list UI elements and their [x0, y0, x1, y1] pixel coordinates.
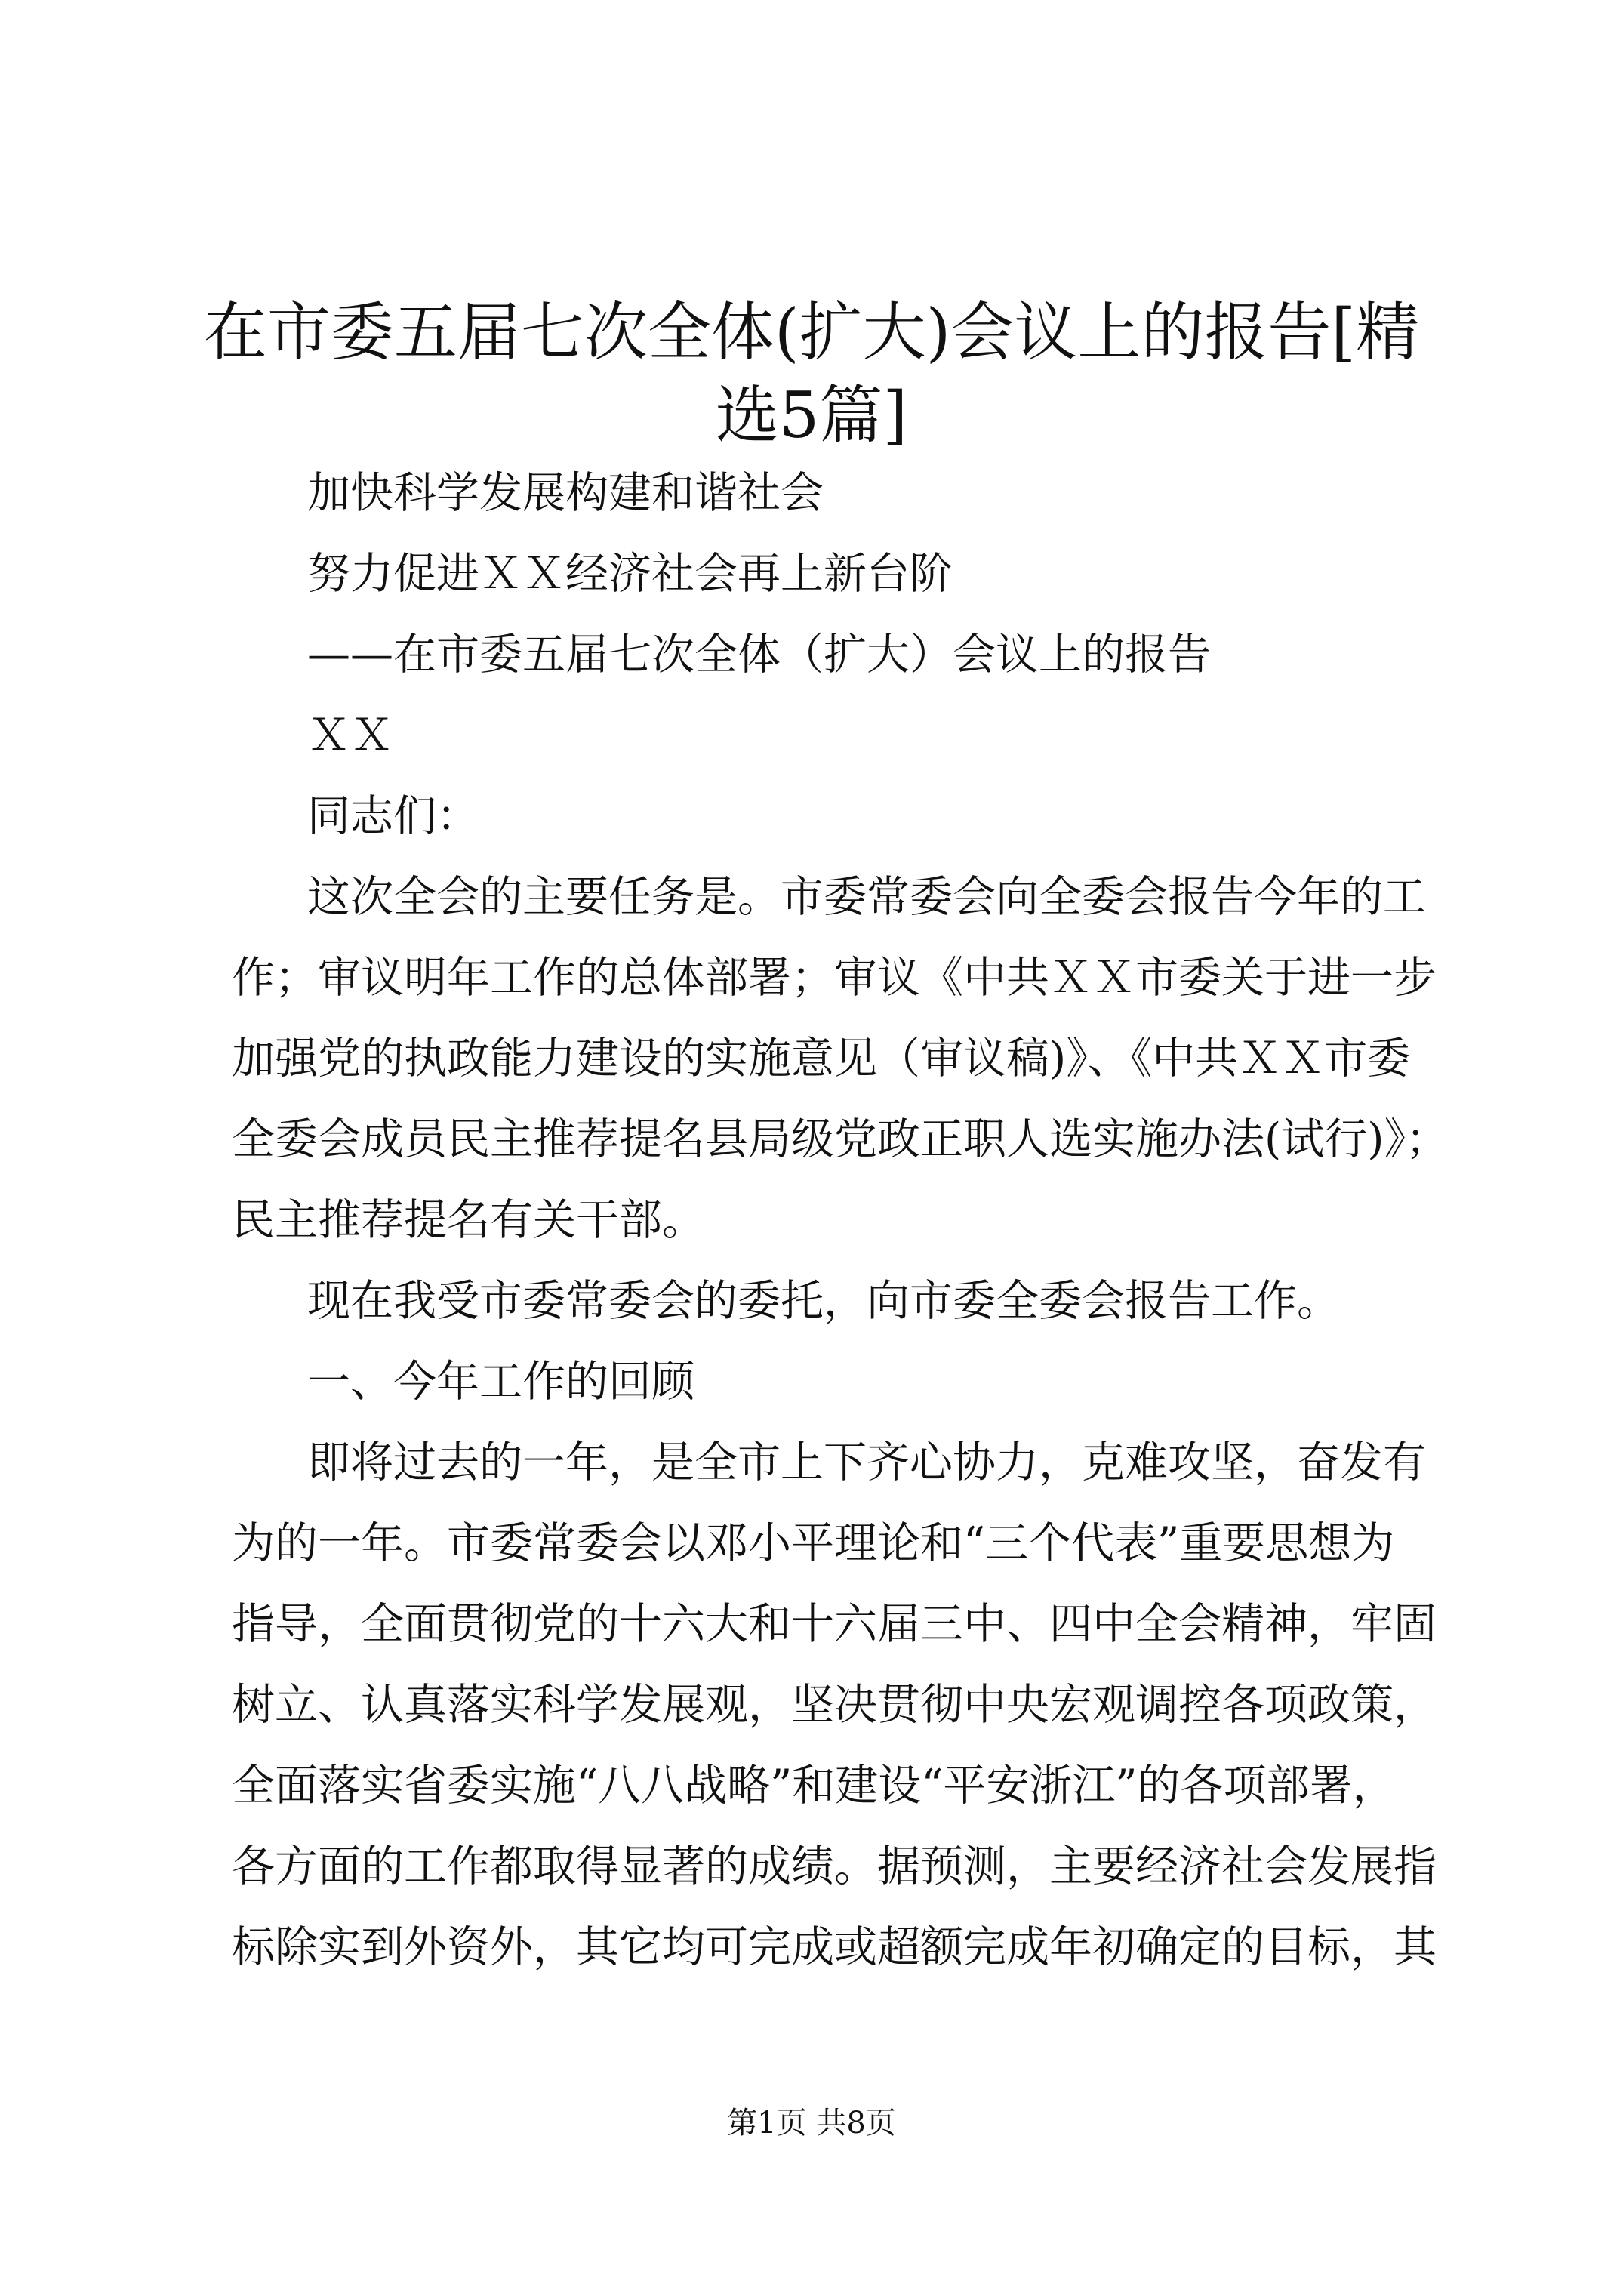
body-line: ＸＸ	[307, 710, 393, 760]
body-line: 民主推荐提名有关干部。	[232, 1195, 705, 1245]
body-line: 为的一年。市委常委会以邓小平理论和“三个代表”重要思想为	[232, 1518, 1395, 1568]
body-line: 这次全会的主要任务是。市委常委会向全委会报告今年的工	[307, 872, 1426, 922]
page-footer: 第1页 共8页	[727, 2106, 896, 2140]
body-line: 加快科学发展构建和谐社会	[307, 468, 824, 518]
body-line: 同志们：	[307, 791, 479, 841]
body-line: ——在市委五届七次全体（扩大）会议上的报告	[307, 630, 1211, 680]
body-line: 标除实到外资外，其它均可完成或超额完成年初确定的目标，其	[232, 1922, 1437, 1972]
body-line: 各方面的工作都取得显著的成绩。据预测，主要经济社会发展指	[232, 1841, 1437, 1891]
body-line: 全委会成员民主推荐提名县局级党政正职人选实施办法(试行)》；	[232, 1114, 1449, 1164]
body-line: 努力促进ＸＸ经济社会再上新台阶	[307, 549, 953, 599]
body-line: 即将过去的一年，是全市上下齐心协力，克难攻坚，奋发有	[307, 1438, 1426, 1487]
document-title: 在市委五届七次全体(扩大)会议上的报告[精选5篇]	[203, 295, 1420, 452]
body-line: 树立、认真落实科学发展观，坚决贯彻中央宏观调控各项政策，	[232, 1680, 1437, 1730]
document-body	[232, 453, 1470, 1988]
body-line: 指导，全面贯彻党的十六大和十六届三中、四中全会精神，牢固	[232, 1599, 1437, 1649]
body-line: 全面落实省委实施“八八战略”和建设“平安浙江”的各项部署，	[232, 1761, 1396, 1811]
body-line: 作；审议明年工作的总体部署；审议《中共ＸＸ市委关于进一步	[232, 953, 1437, 1003]
body-line: 一、今年工作的回顾	[307, 1357, 694, 1407]
body-line: 现在我受市委常委会的委托，向市委全委会报告工作。	[307, 1276, 1340, 1326]
body-line: 加强党的执政能力建设的实施意见（审议稿)》、《中共ＸＸ市委	[232, 1034, 1411, 1083]
